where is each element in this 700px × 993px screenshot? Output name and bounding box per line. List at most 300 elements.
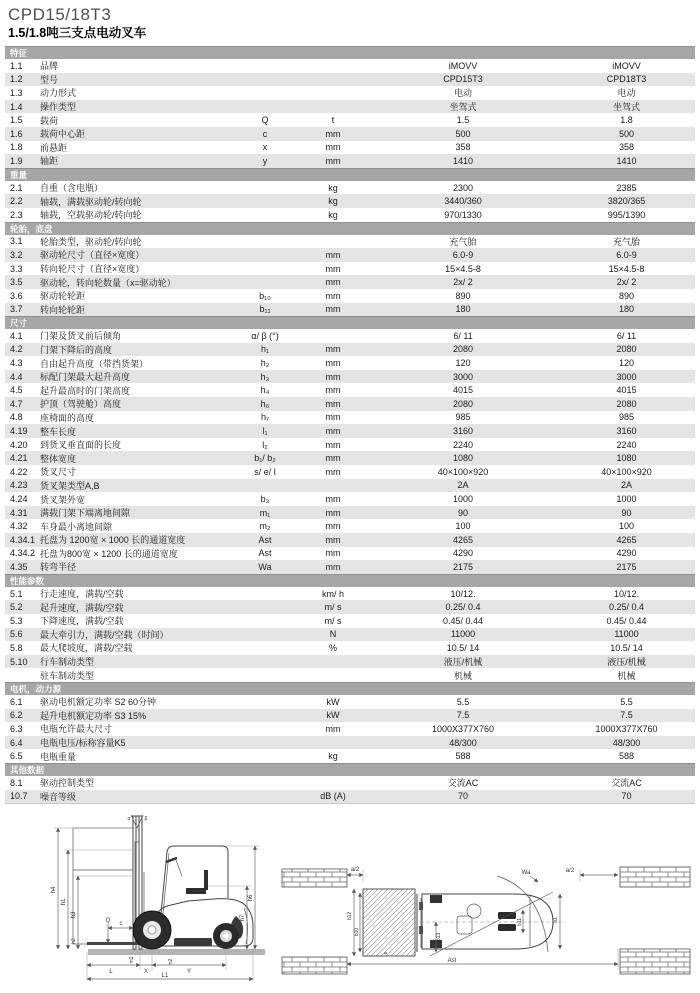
dim-label-wa: Wa bbox=[521, 870, 531, 877]
cell-lbl: 满载门架下端离地间隙 bbox=[40, 508, 131, 519]
cell-unit: mm bbox=[325, 561, 341, 572]
cell-v2: 坐驾式 bbox=[612, 102, 640, 113]
cell-v1: 970/1330 bbox=[444, 209, 482, 220]
spec-row bbox=[5, 289, 695, 303]
cell-sym: x bbox=[262, 142, 268, 153]
cell-lbl: 货叉尺寸 bbox=[40, 467, 77, 478]
cell-v1: 2300 bbox=[452, 182, 474, 193]
page-title: CPD15/18T3 bbox=[8, 5, 112, 24]
cell-v1: 6.0-9 bbox=[452, 249, 474, 260]
cell-no: 10.7 bbox=[10, 791, 28, 802]
cell-v1: 10/12. bbox=[450, 588, 476, 599]
cell-v1: 15×4.5-8 bbox=[445, 263, 481, 274]
spec-row bbox=[5, 479, 695, 493]
spec-row bbox=[5, 438, 695, 452]
spec-row bbox=[5, 356, 695, 370]
cell-no: 4.32 bbox=[10, 521, 28, 532]
cell-no: 4.21 bbox=[10, 453, 28, 464]
cell-lbl: 护顶（驾驶舱）高度 bbox=[40, 399, 122, 410]
cell-sym: c bbox=[262, 128, 268, 139]
cell-lbl: 轴载，满载驱动轮/转向轮 bbox=[40, 196, 142, 207]
cell-v2: 2385 bbox=[616, 182, 637, 193]
cell-v2: iMOVV bbox=[612, 60, 641, 71]
spec-row bbox=[5, 709, 695, 723]
cell-v2: 10.5/ 14 bbox=[610, 642, 643, 653]
cell-v2: 70 bbox=[621, 791, 632, 802]
cell-lbl: 轮胎类型，驱动轮/转向轮 bbox=[40, 236, 142, 247]
cell-v1: 充气胎 bbox=[449, 236, 477, 247]
dim-label-m1: m1 bbox=[129, 956, 135, 964]
cell-unit: % bbox=[328, 642, 337, 653]
cell-v1: 6/ 11 bbox=[453, 330, 473, 341]
cell-lbl: 托盘为800宽 × 1200 长的通道宽度 bbox=[40, 548, 178, 559]
dim-label-L: L bbox=[109, 969, 113, 976]
dim-label-h7: h7 bbox=[240, 914, 246, 922]
cell-v1: 电动 bbox=[453, 88, 472, 99]
cell-no: 1.3 bbox=[10, 87, 23, 98]
cell-v2: 6/ 11 bbox=[616, 330, 637, 341]
cell-lbl: 最大牵引力，满载/空载（时间） bbox=[40, 629, 169, 640]
cell-v2: 充气胎 bbox=[612, 236, 640, 247]
cell-no: 1.9 bbox=[10, 155, 23, 166]
cell-v2: 100 bbox=[618, 521, 635, 532]
cell-no: 2.1 bbox=[10, 182, 23, 193]
cell-unit: mm bbox=[325, 723, 341, 734]
cell-lbl: 行走速度，满载/空载 bbox=[40, 589, 124, 600]
spec-row bbox=[5, 127, 695, 141]
cell-no: 5.1 bbox=[10, 588, 23, 599]
cell-v1: 180 bbox=[455, 304, 471, 315]
cell-sym: h₇ bbox=[260, 412, 270, 423]
cell-unit: mm bbox=[325, 521, 341, 532]
cell-no: 3.1 bbox=[10, 236, 23, 247]
ground bbox=[88, 949, 265, 955]
cell-lbl: 标配门架最大起升高度 bbox=[40, 372, 131, 383]
cell-unit: mm bbox=[325, 290, 341, 301]
cell-no: 4.34.2 bbox=[10, 548, 36, 559]
cell-no: 6.1 bbox=[10, 696, 23, 707]
cell-v1: 液压/机械 bbox=[443, 657, 483, 668]
cell-no: 6.5 bbox=[10, 751, 23, 762]
spec-row bbox=[5, 154, 695, 168]
cell-v2: 7.5 bbox=[620, 710, 633, 721]
spec-row bbox=[5, 790, 695, 804]
cell-v2: 995/1390 bbox=[607, 209, 646, 220]
cell-lbl: 驱动轮尺寸（直径×宽度） bbox=[40, 250, 145, 261]
cell-lbl: 自由起升高度（带挡货架） bbox=[40, 358, 149, 369]
cell-lbl: 驱动轮轮距 bbox=[40, 291, 86, 302]
spec-row bbox=[5, 86, 695, 100]
cell-lbl: 起升最高时的门架高度 bbox=[40, 385, 131, 396]
dim-label-Y: Y bbox=[186, 969, 192, 976]
section-header: 特征 bbox=[5, 46, 695, 59]
section-header: 尺寸 bbox=[5, 316, 695, 329]
cell-v2: 2080 bbox=[616, 398, 637, 409]
cell-unit: kg bbox=[328, 196, 338, 207]
cell-sym: h₃ bbox=[260, 371, 270, 382]
cell-v2: 电动 bbox=[617, 88, 636, 99]
cell-v1: 2x/ 2 bbox=[453, 277, 473, 288]
cell-v2: 15×4.5-8 bbox=[608, 263, 645, 274]
cell-no: 4.35 bbox=[10, 561, 28, 572]
cell-no: 3.5 bbox=[10, 277, 23, 288]
dim-label-e: e bbox=[383, 951, 389, 955]
cell-lbl: 最大爬坡度，满载/空载 bbox=[40, 643, 133, 654]
cell-no: 6.4 bbox=[10, 737, 23, 748]
cell-v1: 7.5 bbox=[456, 710, 470, 721]
pallet bbox=[363, 889, 415, 956]
spec-row bbox=[5, 59, 695, 73]
cell-v2: 2175 bbox=[616, 561, 637, 572]
cell-v1: 120 bbox=[455, 358, 471, 369]
spec-row bbox=[5, 208, 695, 222]
spec-row bbox=[5, 303, 695, 317]
cell-unit: mm bbox=[325, 507, 341, 518]
cell-v1: 1000 bbox=[452, 494, 474, 505]
cell-v2: 588 bbox=[618, 751, 635, 762]
spec-row bbox=[5, 383, 695, 397]
cell-no: 4.19 bbox=[10, 426, 28, 437]
cell-lbl: 操作类型 bbox=[40, 102, 77, 113]
cell-sym: m₁ bbox=[259, 507, 271, 518]
cell-no: 1.6 bbox=[10, 128, 23, 139]
cell-v2: 液压/机械 bbox=[607, 657, 646, 668]
cell-v1: 11000 bbox=[450, 629, 476, 640]
spec-row bbox=[5, 492, 695, 506]
cell-no: 8.1 bbox=[10, 777, 23, 788]
seat-top-view bbox=[457, 916, 472, 934]
cell-no: 2.2 bbox=[10, 196, 23, 207]
dim-label-ast: Ast bbox=[447, 958, 457, 965]
cell-sym: l₁ bbox=[262, 426, 268, 437]
cell-v1: 1.5 bbox=[456, 115, 470, 126]
cell-v1: 1080 bbox=[452, 453, 474, 464]
wall-right-bottom bbox=[620, 949, 690, 974]
cell-lbl: 座椅面的高度 bbox=[40, 412, 95, 423]
spec-row bbox=[5, 736, 695, 750]
spec-row bbox=[5, 465, 695, 479]
cell-sym: Q bbox=[261, 115, 269, 126]
cell-v2: 2A bbox=[620, 480, 632, 491]
spec-row bbox=[5, 181, 695, 195]
page-header bbox=[0, 0, 700, 46]
cell-v2: 3000 bbox=[616, 371, 637, 382]
cell-v2: 890 bbox=[618, 290, 635, 301]
cell-lbl: 门架及货叉前后倾角 bbox=[40, 331, 122, 342]
dim-label-beta: β bbox=[144, 816, 148, 823]
drive-wheel-top bbox=[430, 895, 442, 903]
cell-lbl: 转向轮尺寸（直径×宽度） bbox=[40, 264, 145, 275]
cell-v1: CPD15T3 bbox=[443, 74, 483, 85]
cell-lbl: 品牌 bbox=[40, 61, 59, 72]
cell-lbl: 驱动轮，转向轮数量（x=驱动轮） bbox=[40, 277, 176, 288]
cell-v2: CPD18T3 bbox=[606, 74, 647, 85]
cell-no: 4.7 bbox=[10, 398, 23, 409]
cell-v2: 机械 bbox=[617, 670, 636, 681]
cell-no: 3.6 bbox=[10, 290, 23, 301]
cell-no: 5.6 bbox=[10, 629, 23, 640]
cell-no: 5.10 bbox=[10, 656, 28, 667]
top-view-drawing bbox=[280, 812, 695, 987]
wall-left-top bbox=[282, 869, 347, 887]
cell-no: 4.31 bbox=[10, 507, 28, 518]
cell-lbl: 整车长度 bbox=[40, 426, 77, 437]
cell-no: 6.2 bbox=[10, 710, 23, 721]
cell-unit: mm bbox=[325, 371, 341, 382]
section-header: 电机，动力源 bbox=[5, 682, 695, 695]
cell-unit: mm bbox=[325, 534, 341, 545]
cell-v1: 坐驾式 bbox=[449, 102, 477, 113]
cell-unit: mm bbox=[325, 277, 341, 288]
dim-label-b11: b11 bbox=[517, 918, 523, 927]
dim-label-h4: h4 bbox=[51, 886, 57, 894]
dim-label-h3: h3 bbox=[71, 911, 77, 919]
cell-lbl: 电瓶重量 bbox=[40, 751, 77, 762]
dim-label-alpha: α bbox=[127, 816, 131, 823]
cell-lbl: 动力形式 bbox=[40, 88, 77, 99]
cell-v2: 11000 bbox=[614, 629, 639, 640]
cell-unit: N bbox=[329, 629, 337, 640]
dim-label-h2: h2 bbox=[71, 938, 77, 944]
cell-v1: 3160 bbox=[452, 426, 474, 437]
side-view-drawing bbox=[40, 812, 280, 987]
cell-no: 4.8 bbox=[10, 412, 23, 423]
cell-v2: 10/12. bbox=[613, 588, 640, 599]
steer-wheel-2 bbox=[498, 924, 516, 931]
cell-no: 3.3 bbox=[10, 263, 23, 274]
cell-lbl: 载荷中心距 bbox=[40, 129, 86, 140]
cell-v1: 4265 bbox=[452, 534, 474, 545]
cell-lbl: 电瓶电压/标称容量K5 bbox=[40, 738, 126, 749]
cell-unit: kg bbox=[328, 209, 338, 220]
cell-no: 1.5 bbox=[10, 115, 23, 126]
cell-no: 4.4 bbox=[10, 371, 23, 382]
cell-lbl: 车身最小离地间隙 bbox=[40, 521, 113, 532]
spec-row bbox=[5, 749, 695, 763]
cell-v2: 1410 bbox=[616, 155, 637, 166]
cell-v1: iMOVV bbox=[448, 60, 478, 71]
cell-unit: kg bbox=[328, 182, 338, 193]
cell-sym: l₂ bbox=[262, 439, 268, 450]
cell-sym: Wa bbox=[258, 561, 272, 572]
cell-unit: mm bbox=[325, 548, 341, 559]
cell-lbl: 载荷 bbox=[40, 115, 59, 126]
cell-v2: 3160 bbox=[616, 426, 637, 437]
spec-row bbox=[5, 113, 695, 127]
spec-row bbox=[5, 519, 695, 533]
cell-v1: 10.5/ 14 bbox=[446, 642, 480, 653]
overhead-guard bbox=[160, 846, 228, 924]
cell-unit: mm bbox=[325, 494, 341, 505]
cell-no: 1.8 bbox=[10, 142, 23, 153]
cell-lbl: 行车制动类型 bbox=[40, 657, 95, 668]
section-header: 重量 bbox=[5, 168, 695, 181]
spec-row bbox=[5, 668, 695, 682]
cell-no: 4.5 bbox=[10, 385, 23, 396]
cell-v1: 500 bbox=[455, 128, 471, 139]
cell-lbl: 轴载，空载驱动轮/转向轮 bbox=[40, 210, 142, 221]
cell-v2: 40×100×920 bbox=[601, 466, 652, 477]
spec-row bbox=[5, 451, 695, 465]
cell-unit: kW bbox=[326, 696, 340, 707]
cell-sym: m₂ bbox=[259, 521, 271, 532]
cell-unit: km/ h bbox=[321, 588, 344, 599]
wall-right-top bbox=[620, 867, 690, 887]
cell-v2: 4015 bbox=[616, 385, 637, 396]
cell-unit: mm bbox=[325, 385, 341, 396]
spec-row bbox=[5, 424, 695, 438]
cell-v2: 358 bbox=[618, 142, 635, 153]
cell-v2: 1.8 bbox=[620, 115, 633, 126]
spec-row bbox=[5, 722, 695, 736]
seat bbox=[186, 888, 206, 894]
cell-unit: mm bbox=[325, 412, 341, 423]
section-header: 性能参数 bbox=[5, 574, 695, 587]
cell-unit: m/ s bbox=[324, 602, 342, 613]
spec-row bbox=[5, 275, 695, 289]
cell-unit: mm bbox=[325, 398, 341, 409]
spec-row bbox=[5, 614, 695, 628]
cell-lbl: 转向轮轮距 bbox=[40, 304, 86, 315]
spec-row bbox=[5, 262, 695, 276]
cell-v2: 交流AC bbox=[611, 778, 642, 789]
cell-v1: 0.45/ 0.44 bbox=[442, 615, 484, 626]
spec-row bbox=[5, 194, 695, 208]
cell-sym: b₁₀ bbox=[259, 290, 271, 301]
cell-no: 4.3 bbox=[10, 358, 23, 369]
cell-unit: mm bbox=[325, 426, 341, 437]
cell-unit: mm bbox=[325, 453, 341, 464]
section-header: 轮胎，底盘 bbox=[5, 222, 695, 235]
cell-lbl: 驻车制动类型 bbox=[40, 670, 95, 681]
dim-label-b10: b10 bbox=[354, 927, 360, 937]
spec-row bbox=[5, 600, 695, 614]
cell-v1: 机械 bbox=[453, 670, 472, 681]
cell-unit: m/ s bbox=[324, 615, 342, 626]
cell-v2: 2240 bbox=[616, 439, 637, 450]
cell-no: 1.1 bbox=[10, 60, 23, 71]
cell-unit: kg bbox=[328, 751, 338, 762]
cell-lbl: 货叉架外宽 bbox=[40, 494, 86, 505]
cell-v1: 5.5 bbox=[456, 696, 470, 707]
spec-row bbox=[5, 329, 695, 343]
cell-v2: 4265 bbox=[616, 534, 637, 545]
cell-lbl: 整体宽度 bbox=[40, 453, 77, 464]
cell-v2: 1000X377X760 bbox=[595, 723, 658, 734]
cell-v2: 1000 bbox=[616, 494, 637, 505]
cell-lbl: 型号 bbox=[40, 74, 59, 85]
cell-no: 4.24 bbox=[10, 494, 28, 505]
cell-unit: t bbox=[331, 115, 335, 126]
cell-sym: b₁₁ bbox=[259, 304, 271, 315]
spec-row bbox=[5, 776, 695, 790]
cell-v1: 985 bbox=[455, 412, 471, 423]
dim-label-h6: h6 bbox=[248, 894, 254, 902]
dim-label-X: X bbox=[143, 969, 149, 976]
cell-lbl: 前悬距 bbox=[40, 142, 68, 153]
page-subtitle: 1.5/1.8吨三支点电动叉车 bbox=[8, 26, 147, 40]
fork bbox=[87, 942, 142, 945]
cell-unit: mm bbox=[325, 358, 341, 369]
cell-v2: 120 bbox=[618, 358, 635, 369]
dim-label-L1: L1 bbox=[161, 973, 169, 980]
wall-left-bottom bbox=[282, 957, 347, 974]
cell-v2: 6.0-9 bbox=[616, 249, 637, 260]
cell-v1: 2240 bbox=[452, 439, 474, 450]
cell-unit: dB (A) bbox=[320, 791, 346, 802]
section-header: 其他数据 bbox=[5, 763, 695, 776]
cell-v1: 588 bbox=[455, 751, 471, 762]
cell-sym: y bbox=[262, 155, 268, 166]
dim-label-h1: h1 bbox=[61, 898, 67, 906]
spec-row bbox=[5, 397, 695, 411]
cell-unit: mm bbox=[325, 439, 341, 450]
cell-unit: mm bbox=[325, 155, 341, 166]
cell-lbl: 驱动电机额定功率 S2 60分钟 bbox=[40, 697, 157, 708]
cell-v2: 0.45/ 0.44 bbox=[606, 615, 647, 626]
cell-v1: 3440/360 bbox=[444, 196, 482, 207]
spec-row bbox=[5, 141, 695, 155]
cell-v1: 90 bbox=[457, 507, 468, 518]
cell-v1: 4015 bbox=[452, 385, 474, 396]
spec-row bbox=[5, 587, 695, 601]
cell-sym: h₆ bbox=[260, 398, 270, 409]
load-box bbox=[73, 828, 133, 944]
cell-v1: 0.25/ 0.4 bbox=[445, 602, 481, 613]
cell-v2: 985 bbox=[618, 412, 635, 423]
cell-sym: α/ β (°) bbox=[251, 330, 279, 341]
cell-v2: 2080 bbox=[616, 344, 637, 355]
cell-unit: mm bbox=[325, 466, 341, 477]
cell-v2: 4290 bbox=[616, 548, 637, 559]
dim-label-m2: m2 bbox=[168, 958, 174, 966]
drawings bbox=[40, 812, 700, 987]
cell-v1: 70 bbox=[457, 791, 468, 802]
cell-unit: mm bbox=[325, 128, 341, 139]
cell-no: 4.34.1 bbox=[10, 534, 36, 545]
cell-v2: 90 bbox=[621, 507, 632, 518]
spec-row bbox=[5, 547, 695, 561]
cell-v2: 0.25/ 0.4 bbox=[608, 602, 645, 613]
cell-no: 5.3 bbox=[10, 615, 23, 626]
cell-lbl: 自重（含电瓶） bbox=[40, 183, 104, 194]
cell-lbl: 电瓶允许最大尺寸 bbox=[40, 724, 113, 735]
cell-v2: 2x/ 2 bbox=[616, 277, 637, 288]
cell-v1: 2A bbox=[457, 480, 469, 491]
cell-unit: mm bbox=[325, 142, 341, 153]
cell-v1: 4290 bbox=[452, 548, 474, 559]
cell-no: 3.2 bbox=[10, 249, 23, 260]
dim-label-b12: b12 bbox=[347, 911, 353, 921]
cell-v2: 5.5 bbox=[620, 696, 633, 707]
spec-row bbox=[5, 533, 695, 547]
cell-sym: h₁ bbox=[260, 344, 270, 355]
cell-no: 4.23 bbox=[10, 480, 28, 491]
spec-row bbox=[5, 235, 695, 249]
cell-no: 4.2 bbox=[10, 344, 23, 355]
cell-sym: b₃ bbox=[260, 494, 270, 505]
cell-v1: 100 bbox=[455, 521, 471, 532]
cell-v1: 交流AC bbox=[447, 778, 479, 789]
cell-lbl: 噪音等级 bbox=[40, 791, 77, 802]
cell-sym: Ast bbox=[258, 548, 272, 559]
spec-row bbox=[5, 370, 695, 384]
cell-v1: 2175 bbox=[452, 561, 474, 572]
dim-label-b1: b1 bbox=[553, 917, 559, 923]
cell-no: 6.3 bbox=[10, 723, 23, 734]
cell-no: 3.7 bbox=[10, 304, 23, 315]
spec-row bbox=[5, 560, 695, 574]
